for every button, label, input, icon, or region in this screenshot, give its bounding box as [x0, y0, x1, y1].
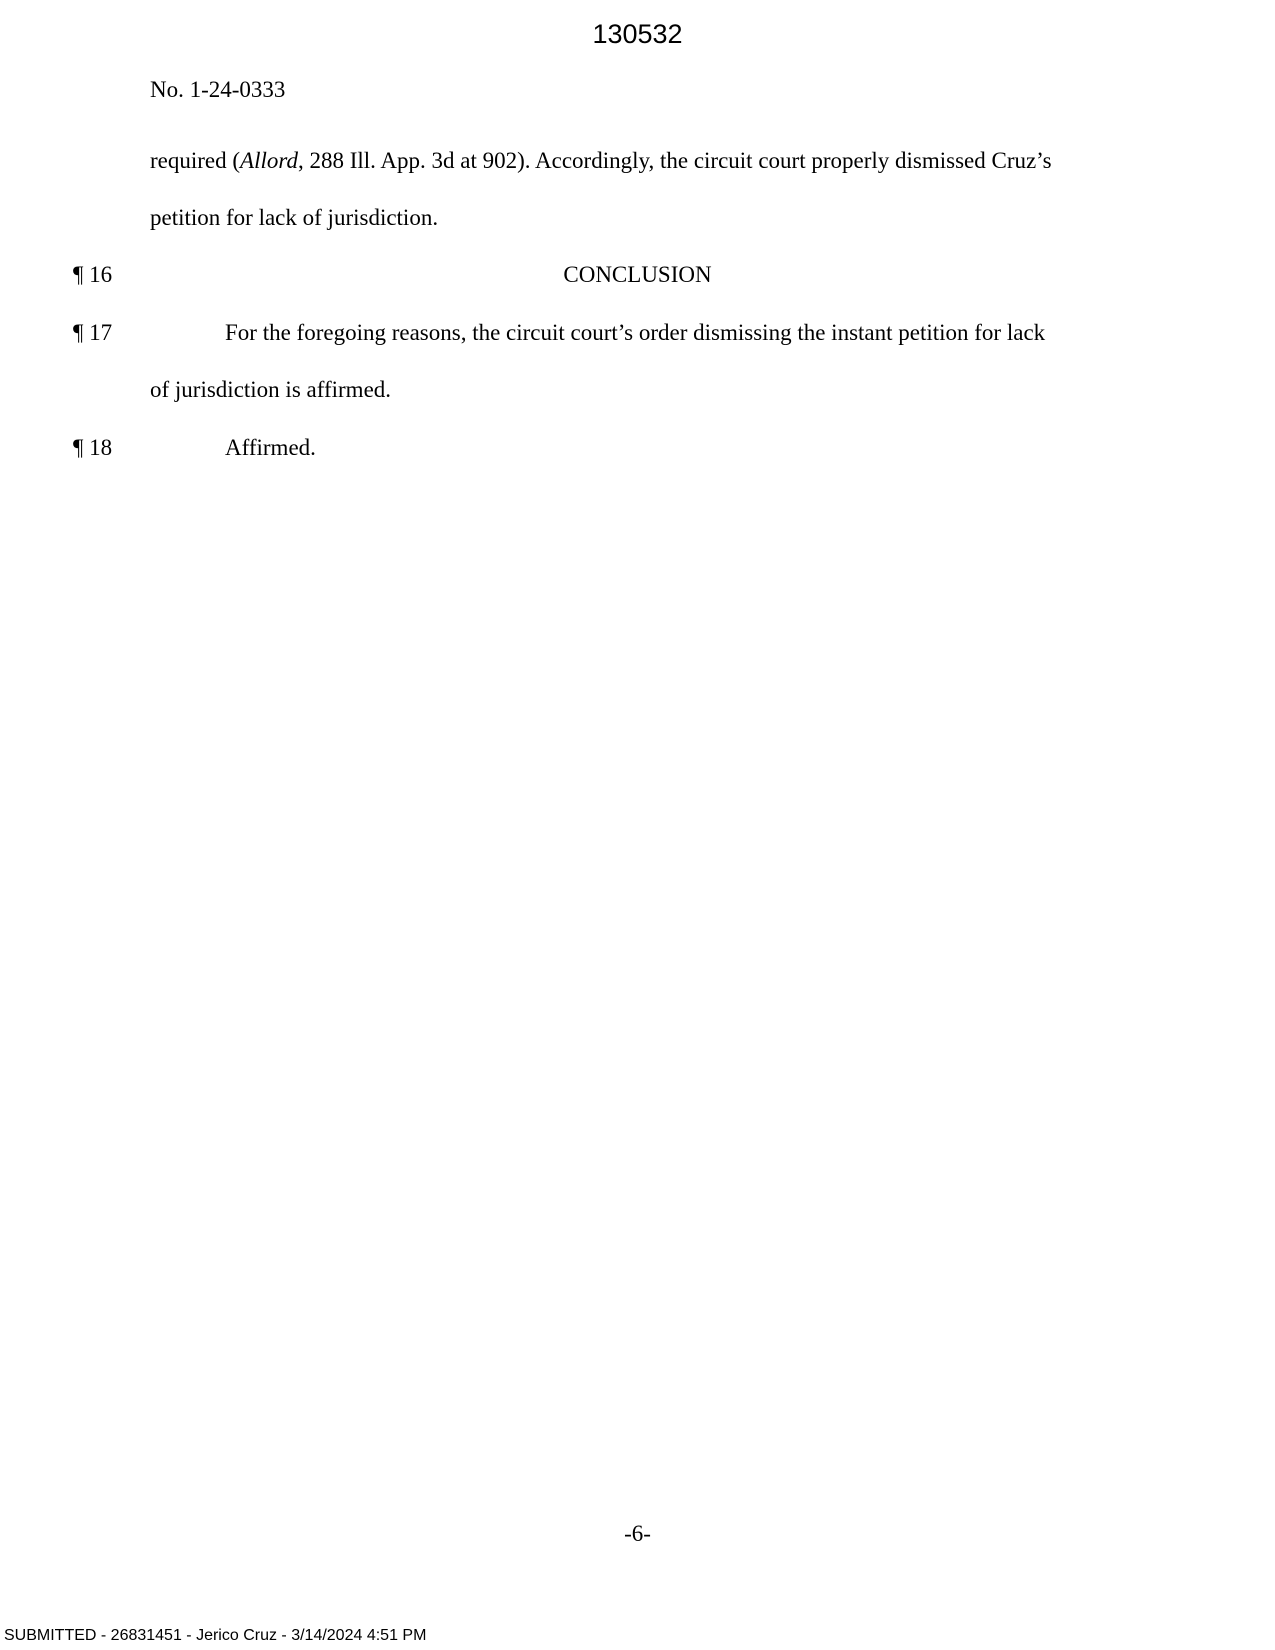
page-number: -6-: [624, 1521, 651, 1546]
paragraph-16-number: ¶ 16: [73, 262, 113, 287]
continuation-prefix: required (: [150, 148, 241, 173]
continuation-line-2: petition for lack of jurisdiction.: [150, 205, 439, 230]
paragraph-17-number: ¶ 17: [73, 320, 113, 345]
submission-stamp: SUBMITTED - 26831451 - Jerico Cruz - 3/14/2024 4:51 PM: [4, 1627, 427, 1644]
paragraph-17-line-2: of jurisdiction is affirmed.: [150, 377, 392, 402]
continuation-line-1: [150, 147, 1052, 175]
case-citation-italic: Allord: [240, 148, 298, 173]
continuation-suffix: , 288 Ill. App. 3d at 902). Accordingly, the circuit court properly dismissed Cruz’s: [297, 148, 1052, 173]
filing-stamp: 130532: [592, 19, 683, 49]
paragraph-18-text: Affirmed.: [225, 435, 316, 460]
paragraph-17-line-1: For the foregoing reasons, the circuit court’s order dismissing the instant petition for lack: [225, 320, 1046, 345]
section-heading: CONCLUSION: [563, 262, 712, 287]
case-number: No. 1-24-0333: [150, 77, 286, 102]
paragraph-18-number: ¶ 18: [73, 435, 113, 460]
